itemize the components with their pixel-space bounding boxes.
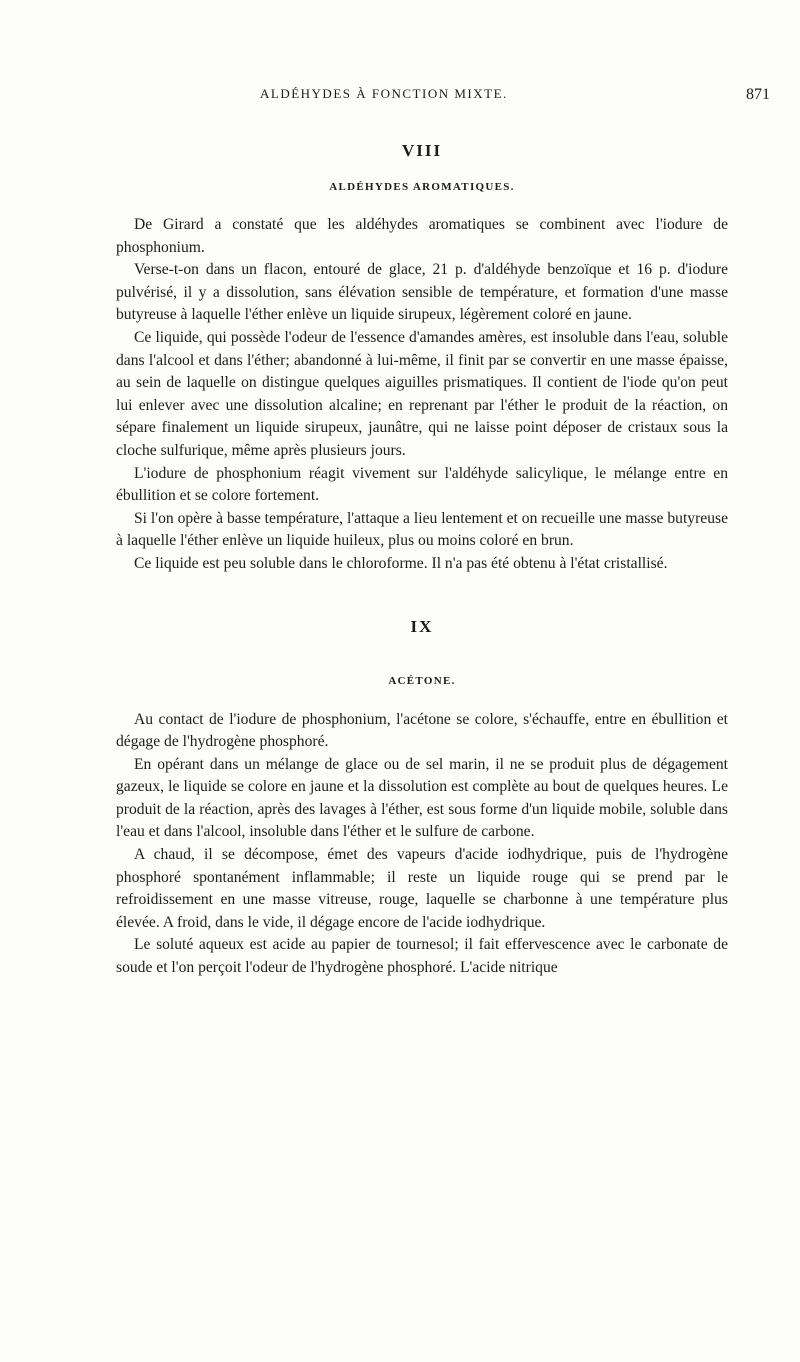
paragraph: A chaud, il se décompose, émet des vapeurs d'acide iodhydrique, puis de l'hydrogène phosphoré spontanément inflammable; il reste un liquide rouge qui se prend par le refroidissement en une masse vitreuse, rouge, laquelle se charbonne à une température plus élevée. A froid, dans le vide, il dégage encore de l'acide iodhydrique.	[116, 846, 728, 931]
paragraph: Ce liquide est peu soluble dans le chloroforme. Il n'a pas été obtenu à l'état cristallisé.	[134, 554, 668, 572]
page-number: 871	[746, 86, 770, 103]
section-number: IX	[410, 616, 434, 636]
section-title: ACÉTONE.	[388, 674, 456, 687]
paragraph: Au contact de l'iodure de phosphonium, l'acétone se colore, s'échauffe, entre en ébullition et dégage de l'hydrogène phosphoré.	[116, 710, 728, 751]
section-title: ALDÉHYDES AROMATIQUES.	[329, 181, 515, 193]
paragraph: L'iodure de phosphonium réagit vivement sur l'aldéhyde salicylique, le mélange entre en ébullition et se colore fortement.	[116, 464, 728, 505]
paragraph: Verse-t-on dans un flacon, entouré de glace, 21 p. d'aldéhyde benzoïque et 16 p. d'iodure pulvérisé, il y a dissolution, sans élévation sensible de température, et formation d'une masse butyreuse à laquelle l'éther enlève un liquide sirupeux, légèrement coloré en jaune.	[116, 261, 728, 324]
paragraph: En opérant dans un mélange de glace ou de sel marin, il ne se produit plus de dégagement gazeux, le liquide se colore en jaune et la dissolution est complète au bout de quelques heures. Le produit de la réaction, après des lavages à l'éther, est sous forme d'un liquide mobile, soluble dans l'eau et dans l'alcool, insoluble dans l'éther et le sulfure de carbone.	[116, 755, 728, 841]
paragraph: Le soluté aqueux est acide au papier de tournesol; il fait effervescence avec le carbonate de soude et l'on perçoit l'odeur de l'hydrogène phosphoré. L'acide nitrique	[116, 936, 728, 977]
main-text	[116, 140, 728, 980]
paragraph: Ce liquide, qui possède l'odeur de l'essence d'amandes amères, est insoluble dans l'eau, soluble dans l'alcool et dans l'éther; abandonné à lui-même, il finit par se convertir en une masse épaisse, au sein de laquelle on distingue quelques aiguilles prismatiques. Il contient de l'iode qu'on peut lui enlever avec une dissolution alcaline; en reprenant par l'éther le produit de la réaction, on sépare finalement un liquide sirupeux, jaunâtre, qui ne laisse point déposer de cristaux sous la cloche sulfurique, même après plusieurs jours.	[116, 328, 728, 459]
section-number: VIII	[401, 141, 443, 160]
paragraph: De Girard a constaté que les aldéhydes aromatiques se combinent avec l'iodure de phosphonium.	[116, 216, 728, 256]
running-head-title: ALDÉHYDES À FONCTION MIXTE.	[260, 86, 508, 101]
running-head	[100, 86, 770, 106]
section-viii	[116, 140, 728, 576]
section-ix	[116, 616, 728, 980]
paragraph: Si l'on opère à basse température, l'attaque a lieu lentement et on recueille une masse butyreuse à laquelle l'éther enlève un liquide huileux, plus ou moins coloré en brun.	[116, 509, 728, 550]
